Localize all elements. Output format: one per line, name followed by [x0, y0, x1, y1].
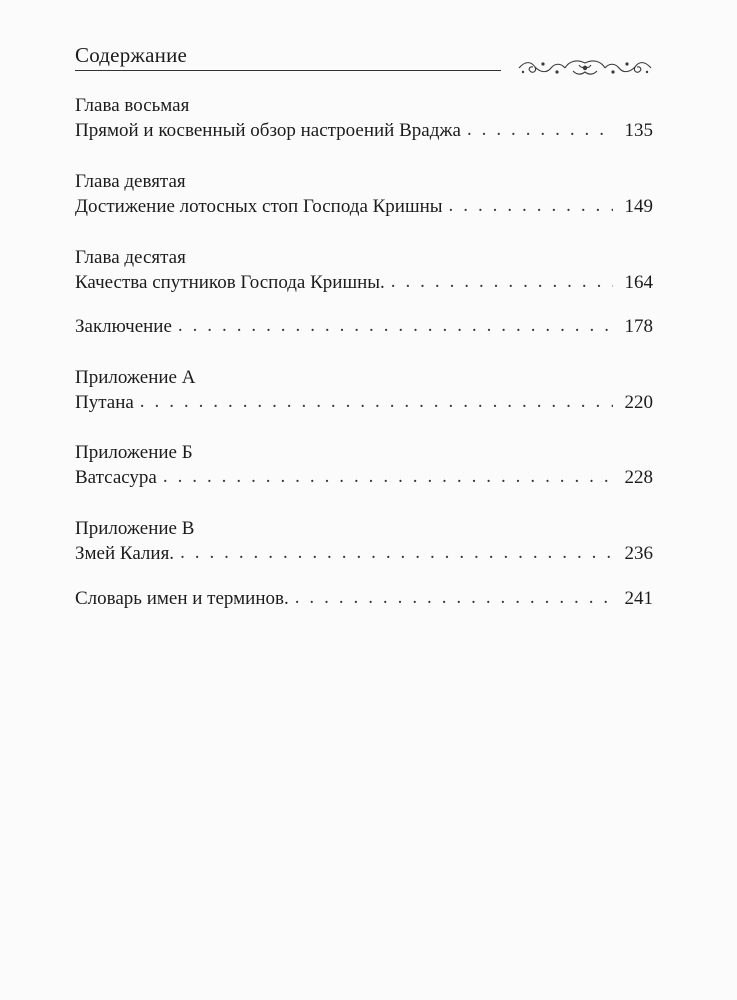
page-number: 135	[624, 120, 653, 141]
toc-line	[75, 270, 653, 296]
toc-entry-appendix-v[interactable]	[75, 517, 653, 567]
entry-title: Прямой и косвенный обзор настроений Враджа	[75, 120, 461, 141]
entry-title: Заключение	[75, 316, 172, 337]
dot-leader	[178, 313, 613, 339]
page-title: Содержание	[75, 43, 188, 67]
header-rule	[75, 70, 501, 71]
page-number: 236	[624, 543, 653, 564]
page-number: 228	[624, 467, 653, 488]
chapter-label: Глава восьмая	[75, 95, 190, 116]
toc-line	[75, 541, 653, 567]
page-number: 178	[624, 316, 653, 337]
toc-entry-chapter-8[interactable]	[75, 94, 653, 144]
entry-title: Качества спутников Господа Кришны.	[75, 272, 385, 293]
toc-line	[75, 465, 653, 491]
dot-leader	[391, 269, 613, 295]
toc-entry-conclusion[interactable]	[75, 314, 653, 340]
chapter-label: Приложение А	[75, 367, 196, 388]
toc-entry-appendix-a[interactable]	[75, 366, 653, 416]
toc-entry-glossary[interactable]	[75, 586, 653, 612]
entry-title: Путана	[75, 392, 134, 413]
entry-title: Словарь имен и терминов.	[75, 588, 289, 609]
dot-leader	[140, 389, 613, 415]
toc-line	[75, 586, 653, 612]
dot-leader	[449, 193, 613, 219]
entry-title: Змей Калия.	[75, 543, 175, 564]
toc-line	[75, 314, 653, 340]
dot-leader	[467, 117, 613, 143]
ornament-flourish-icon	[515, 55, 655, 81]
toc-entry-chapter-10[interactable]	[75, 246, 653, 296]
toc-line	[75, 390, 653, 416]
dot-leader	[295, 585, 613, 611]
page-number: 164	[624, 272, 653, 293]
entry-title: Ватсасура	[75, 467, 157, 488]
dot-leader	[163, 464, 613, 490]
entry-title: Достижение лотосных стоп Господа Кришны	[75, 196, 443, 217]
page-number: 220	[624, 392, 653, 413]
page-header	[75, 42, 655, 82]
toc-line	[75, 118, 653, 144]
page-number: 149	[624, 196, 653, 217]
chapter-label: Приложение Б	[75, 442, 193, 463]
toc-entry-appendix-b[interactable]	[75, 441, 653, 491]
chapter-label: Глава десятая	[75, 247, 186, 268]
toc-entry-chapter-9[interactable]	[75, 170, 653, 220]
page-number: 241	[624, 588, 653, 609]
chapter-label: Глава девятая	[75, 171, 186, 192]
dot-leader	[180, 540, 613, 566]
toc-line	[75, 194, 653, 220]
chapter-label: Приложение В	[75, 518, 195, 539]
